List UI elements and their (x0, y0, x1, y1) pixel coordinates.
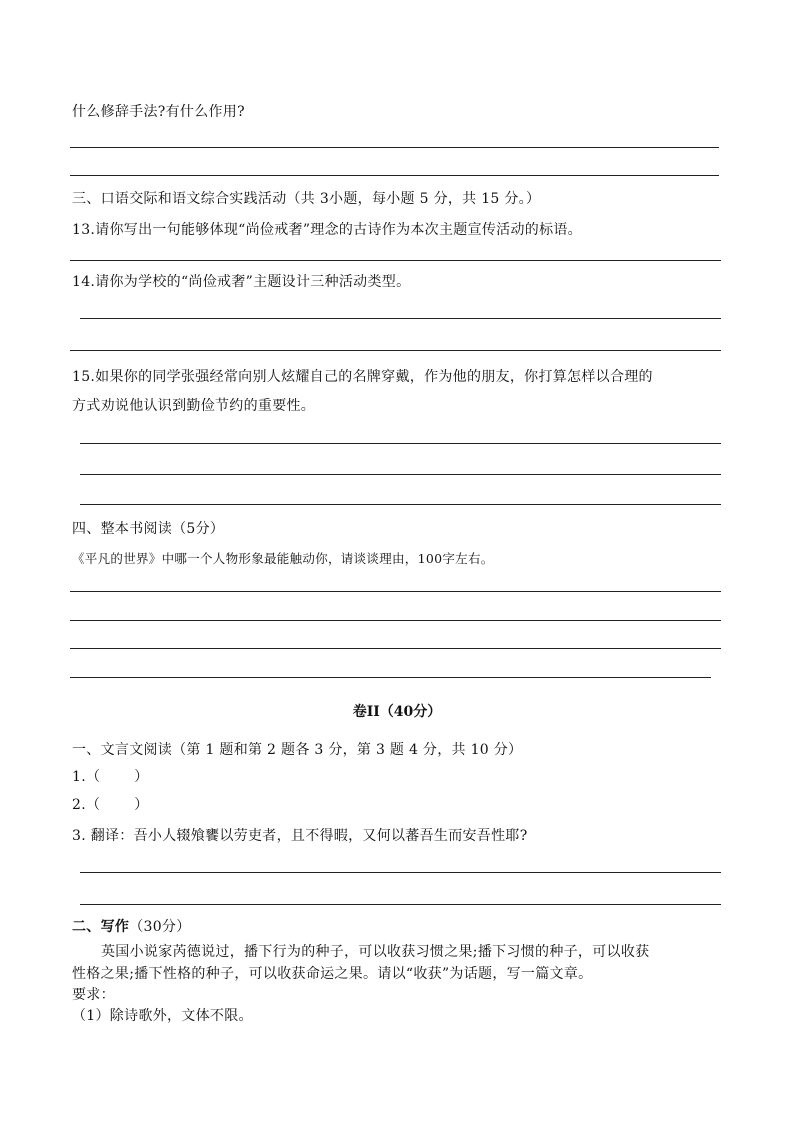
volume2-title: 卷II（40分） (352, 704, 442, 720)
q3-text: 3. 翻译：吾小人辍飧饔以劳吏者，且不得暇，又何以蕃吾生而安吾性耶? (72, 828, 528, 844)
answer-line[interactable] (70, 620, 721, 621)
writing-requirement-1: （1）除诗歌外，文体不限。 (72, 1008, 253, 1024)
q2-answer-blank[interactable] (72, 796, 149, 814)
writing-requirements-label: 要求： (72, 987, 115, 1003)
answer-line[interactable] (70, 350, 721, 351)
writing-heading-label: 二、写作 (72, 919, 130, 935)
answer-line[interactable] (80, 443, 721, 444)
answer-line[interactable] (70, 260, 721, 261)
answer-line[interactable] (70, 648, 721, 649)
section3-heading: 三、口语交际和语文综合实践活动（共 3小题，每小题 5 分，共 15 分。） (72, 191, 541, 207)
answer-line[interactable] (80, 504, 721, 505)
answer-line[interactable] (70, 677, 711, 678)
answer-line[interactable] (80, 872, 721, 873)
section4-prompt: 《平凡的世界》中哪一个人物形象最能触动你，请谈谈理由，100字左右。 (72, 551, 494, 566)
answer-line[interactable] (70, 591, 721, 592)
answer-line[interactable] (70, 175, 719, 176)
writing-paragraph-line1: 英国小说家芮德说过，播下行为的种子，可以收获习惯之果;播下习惯的种子，可以收获 (101, 944, 650, 960)
section4-heading: 四、整本书阅读（5分） (72, 521, 225, 537)
answer-line[interactable] (80, 904, 721, 905)
writing-paragraph-line2: 性格之果;播下性格的种子，可以收获命运之果。请以“收获”为话题，写一篇文章。 (72, 966, 593, 982)
q13-text: 13.请你写出一句能够体现“尚俭戒奢”理念的古诗作为本次主题宣传活动的标语。 (72, 222, 582, 238)
q2-close-paren: ） (134, 797, 149, 813)
writing-heading (72, 918, 191, 936)
q1-answer-blank[interactable] (72, 768, 149, 786)
q2-number: 2.（ (72, 797, 101, 813)
q12-tail-text: 什么修辞手法?有什么作用? (72, 104, 245, 120)
q14-text: 14.请你为学校的“尚俭戒奢”主题设计三种活动类型。 (72, 274, 411, 290)
answer-line[interactable] (70, 147, 719, 148)
classical-heading: 一、文言文阅读（第 1 题和第 2 题各 3 分，第 3 题 4 分，共 10 分） (72, 742, 523, 758)
q15-text-line1: 15.如果你的同学张强经常向别人炫耀自己的名牌穿戴，作为他的朋友，你打算怎样以合理的 (72, 369, 653, 385)
q1-close-paren: ） (134, 769, 149, 785)
answer-line[interactable] (80, 474, 721, 475)
answer-line[interactable] (80, 318, 721, 319)
q15-text-line2: 方式劝说他认识到勤俭节约的重要性。 (72, 398, 316, 414)
q1-number: 1.（ (72, 769, 101, 785)
writing-heading-score: （30分） (129, 919, 191, 935)
